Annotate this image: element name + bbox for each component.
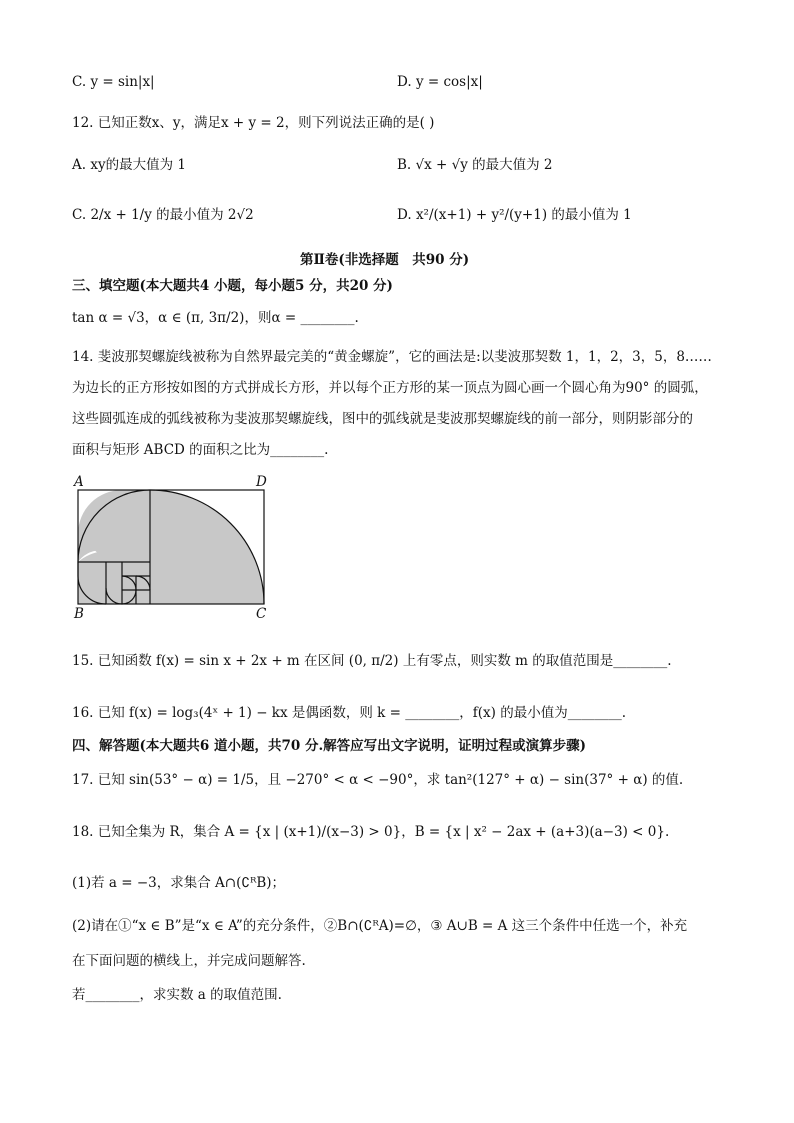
q11-option-c-expr: y = sin|x| — [90, 74, 155, 90]
label-b: B — [74, 606, 84, 622]
fibonacci-spiral-svg — [70, 472, 280, 622]
q18-part2-line3: 若________，求实数 a 的取值范围. — [72, 987, 282, 1003]
q16: 16. 已知 f(x) = log₃(4ˣ + 1) − kx 是偶函数，则 k = ________，f(x) 的最小值为________. — [72, 705, 626, 721]
q12-option-b — [397, 155, 553, 175]
fibonacci-figure — [70, 472, 280, 622]
q12-option-d-text: x²/(x+1) + y²/(y+1) 的最小值为 1 — [415, 207, 632, 223]
q12-option-b-text: √x + √y 的最大值为 2 — [415, 157, 553, 173]
q12-option-a-text: xy的最大值为 1 — [90, 157, 186, 173]
q11-option-d — [397, 72, 483, 92]
q12-option-d — [397, 205, 632, 225]
part4-title: 四、解答题(本大题共6 道小题，共70 分.解答应写出文字说明，证明过程或演算步骤) — [72, 738, 587, 754]
q18-part2-line2: 在下面问题的横线上，并完成问题解答. — [72, 953, 306, 969]
q12-option-a — [72, 155, 186, 175]
q18-part1: (1)若 a = −3，求集合 A∩(∁ᴿB)； — [72, 875, 286, 891]
q13-text: tan α = √3，α ∈ (π, 3π/2)，则α = ________. — [72, 310, 359, 326]
q18-part2-line1: (2)请在①“x ∈ B”是“x ∈ A”的充分条件，②B∩(∁ᴿA)=∅，③ A∪B = A 这三个条件中任选一个，补充 — [72, 918, 688, 934]
q11-option-c — [72, 72, 155, 92]
q11-option-d-expr: y = cos|x| — [415, 74, 483, 90]
q17: 17. 已知 sin(53° − α) = 1/5，且 −270° < α < −90°，求 tan²(127° + α) − sin(37° + α) 的值. — [72, 772, 684, 788]
q11-option-c-label: C. — [72, 74, 87, 90]
q12-option-c — [72, 205, 254, 225]
q13 — [72, 308, 359, 328]
q11-option-d-label: D. — [397, 74, 412, 90]
q12-option-c-text: 2/x + 1/y 的最小值为 2√2 — [90, 207, 254, 223]
q14-line4: 面积与矩形 ABCD 的面积之比为________. — [72, 442, 329, 458]
part3-title: 三、填空题(本大题共4 小题，每小题5 分，共20 分) — [72, 278, 393, 294]
q14-line3: 这些圆弧连成的弧线被称为斐波那契螺旋线，图中的弧线就是斐波那契螺旋线的前一部分，则阴影部分的 — [72, 411, 693, 427]
q12-option-d-label: D. — [397, 207, 412, 223]
section2-title: 第Ⅱ卷(非选择题 共90 分) — [300, 252, 470, 268]
q12-stem: 12. 已知正数x、y，满足x + y = 2，则下列说法正确的是( ) — [72, 115, 435, 131]
q12-option-c-label: C. — [72, 207, 87, 223]
q14-line1: 14. 斐波那契螺旋线被称为自然界最完美的“黄金螺旋”，它的画法是:以斐波那契数 1，1，2，3，5，8…… — [72, 349, 712, 365]
q14-line2: 为边长的正方形按如图的方式拼成长方形，并以每个正方形的某一顶点为圆心画一个圆心角为90° 的圆弧， — [72, 380, 708, 396]
label-a: A — [74, 474, 84, 490]
q12-option-a-label: A. — [72, 157, 87, 173]
q18-stem: 18. 已知全集为 R，集合 A = {x | (x+1)/(x−3) > 0}，B = {x | x² − 2ax + (a+3)(a−3) < 0}. — [72, 824, 670, 840]
q15: 15. 已知函数 f(x) = sin x + 2x + m 在区间 (0, π/2) 上有零点，则实数 m 的取值范围是________. — [72, 653, 672, 669]
label-d: D — [256, 474, 267, 490]
q12-option-b-label: B. — [397, 157, 412, 173]
label-c: C — [256, 606, 267, 622]
